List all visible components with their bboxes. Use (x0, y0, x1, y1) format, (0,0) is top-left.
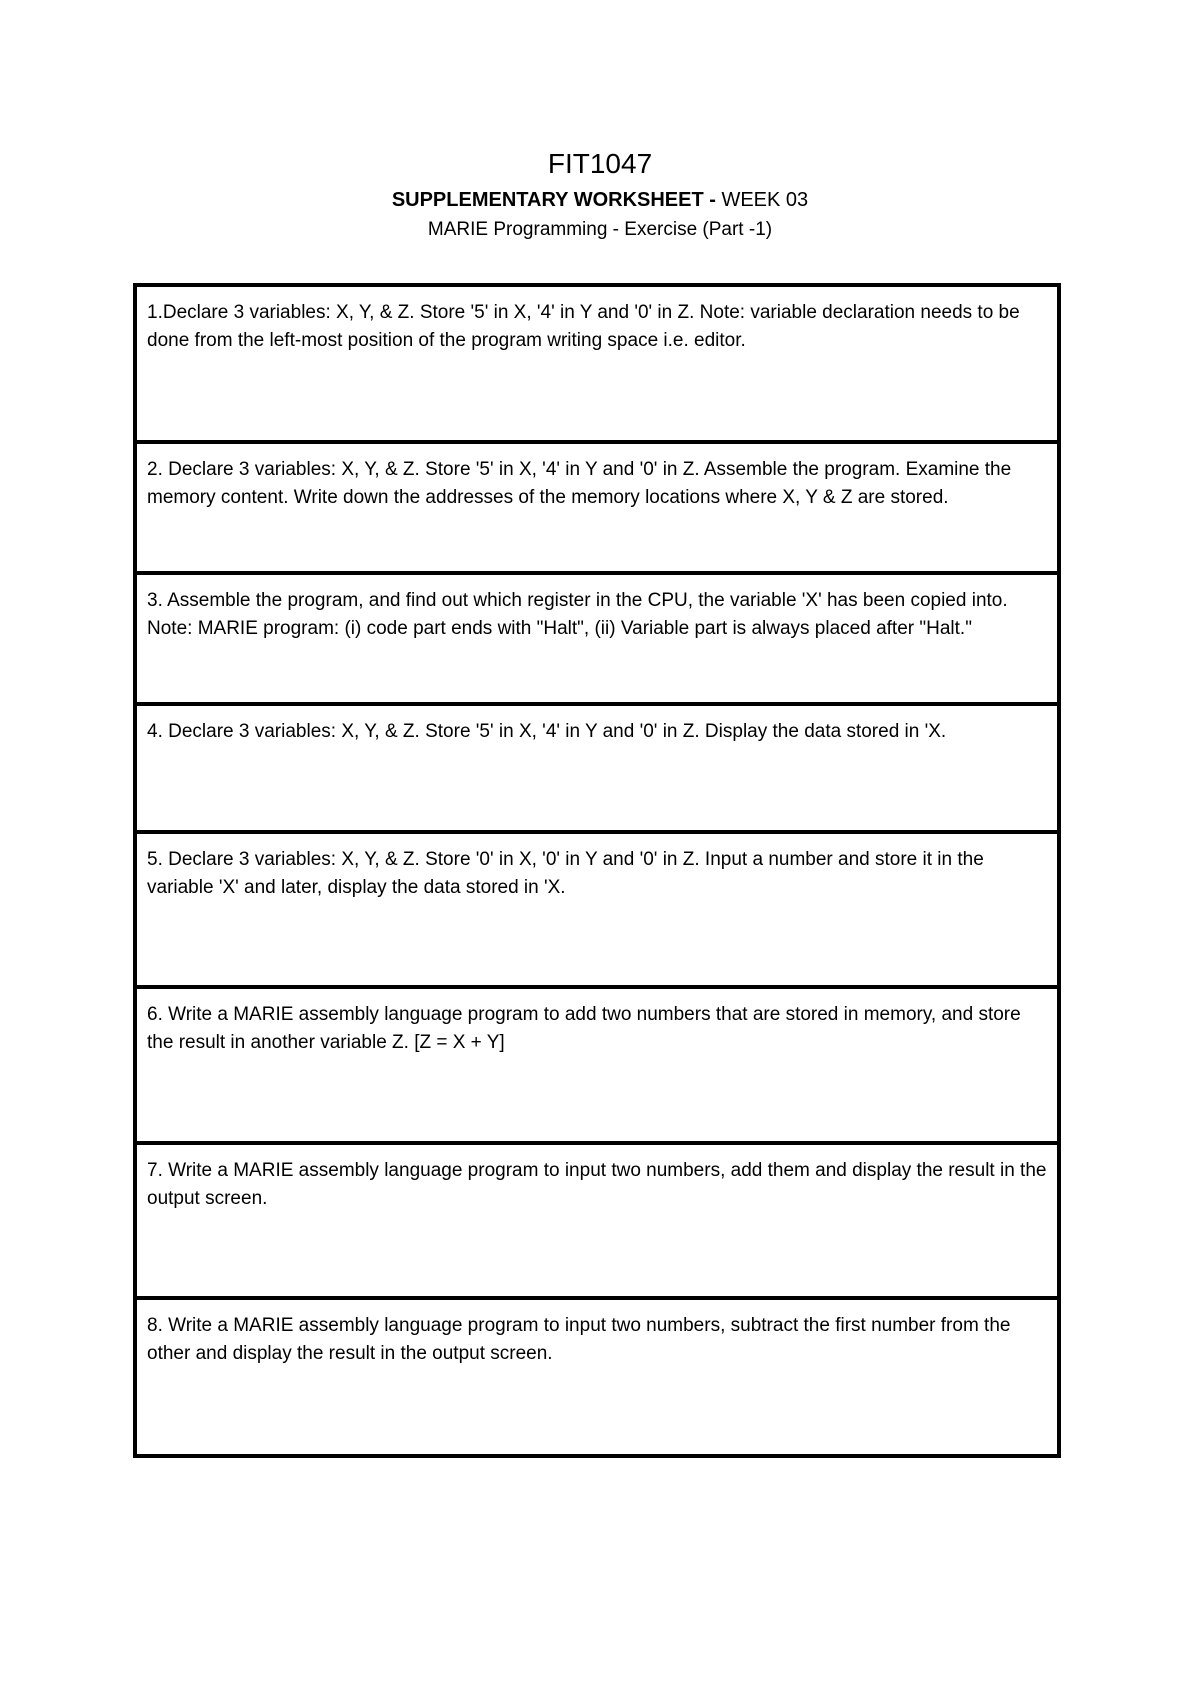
task-row-2: 2. Declare 3 variables: X, Y, & Z. Store '5' in X, '4' in Y and '0' in Z. Assemble the program. Examine the memory content. Write down the addresses of the memory locations where X, Y & Z are stored. (137, 444, 1057, 575)
task-row-7: 7. Write a MARIE assembly language program to input two numbers, add them and display the result in the output screen. (137, 1145, 1057, 1300)
task-row-6: 6. Write a MARIE assembly language program to add two numbers that are stored in memory, and store the result in another variable Z. [Z = X + Y] (137, 989, 1057, 1145)
task-row-1: 1.Declare 3 variables: X, Y, & Z. Store '5' in X, '4' in Y and '0' in Z. Note: variable declaration needs to be done from the left-most position of the program writing space i.e. editor. (137, 287, 1057, 444)
course-code: FIT1047 (547, 148, 653, 179)
worksheet-subtitle (0, 188, 1200, 212)
task-table (133, 283, 1061, 1458)
task-row-5: 5. Declare 3 variables: X, Y, & Z. Store '0' in X, '0' in Y and '0' in Z. Input a number and store it in the variable 'X' and later, display the data stored in 'X. (137, 834, 1057, 989)
exercise-title: MARIE Programming - Exercise (Part -1) (427, 219, 773, 240)
task-row-4: 4. Declare 3 variables: X, Y, & Z. Store '5' in X, '4' in Y and '0' in Z. Display the data stored in 'X. (137, 706, 1057, 834)
title-separator: - (703, 189, 722, 211)
week-label: WEEK 03 (721, 189, 809, 211)
task-row-8: 8. Write a MARIE assembly language program to input two numbers, subtract the first number from the other and display the result in the output screen. (147, 1315, 1011, 1364)
worksheet-title: SUPPLEMENTARY WORKSHEET (391, 189, 704, 211)
task-row-3: 3. Assemble the program, and find out which register in the CPU, the variable 'X' has been copied into. Note: MARIE program: (i) code part ends with "Halt", (ii) Variable part is always placed after "Halt." (137, 575, 1057, 706)
